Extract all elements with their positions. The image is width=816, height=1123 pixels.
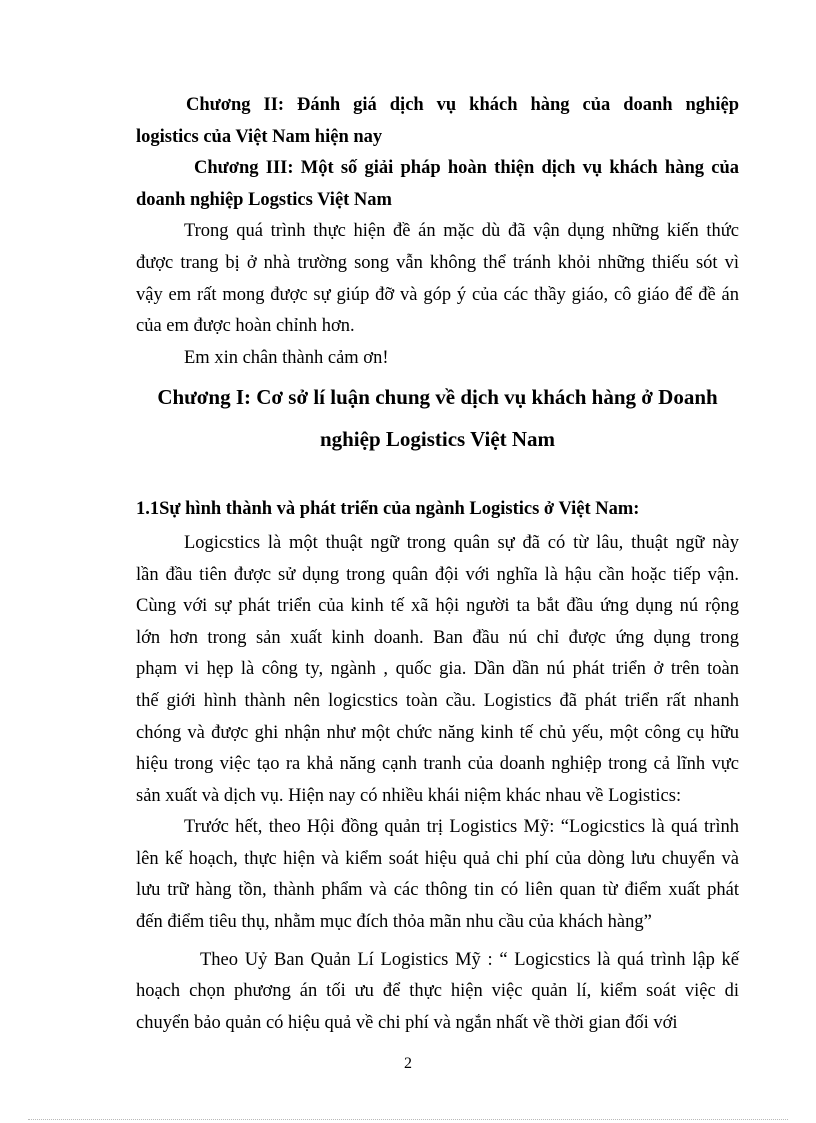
paragraph-line: sản xuất và dịch vụ. Hiện nay có nhiều khái niệm khác nhau về Logistics: bbox=[136, 785, 682, 806]
page-number: 2 bbox=[404, 1055, 412, 1072]
paragraph-line: Trước hết, theo Hội đồng quản trị Logistics Mỹ: “Logicstics là quá trình bbox=[184, 817, 739, 838]
section-heading: 1.1Sự hình thành và phát triển của ngành Logistics ở Việt Nam: bbox=[136, 499, 640, 520]
paragraph-line: thế giới hình thành nên logicstics toàn cầu. Logistics đã phát triển rất nhanh bbox=[136, 690, 739, 711]
chapter2-heading-line1: Chương II: Đánh giá dịch vụ khách hàng của doanh nghiệp bbox=[186, 95, 739, 115]
chapter1-title-line2: nghiệp Logistics Việt Nam bbox=[319, 427, 556, 452]
intro-paragraph-line: Trong quá trình thực hiện đề án mặc dù đã vận dụng những kiến thức bbox=[184, 221, 739, 242]
chapter3-heading-line1: Chương III: Một số giải pháp hoàn thiện dịch vụ khách hàng của bbox=[194, 158, 739, 179]
paragraph-line: Cùng với sự phát triển của kinh tế xã hội người ta bắt đầu ứng dụng nú rộng bbox=[136, 596, 739, 617]
paragraph-line: Logicstics là một thuật ngữ trong quân sự đã có từ lâu, thuật ngữ này bbox=[184, 532, 739, 553]
paragraph-line: lớn hơn trong sản xuất kinh doanh. Ban đầu nú chỉ được ứng dụng trong bbox=[136, 627, 739, 648]
paragraph-line: chóng và được ghi nhận như một chức năng kinh tế chủ yếu, một công cụ hữu bbox=[136, 722, 739, 743]
intro-paragraph-line: vậy em rất mong được sự giúp đỡ và góp ý của các thầy giáo, cô giáo để đề án bbox=[136, 284, 739, 305]
paragraph-line: Theo Uỷ Ban Quản Lí Logistics Mỹ : “ Logicstics là quá trình lập kế bbox=[200, 949, 739, 970]
intro-paragraph-line: được trang bị ở nhà trường song vẫn không thể tránh khỏi những thiếu sót vì bbox=[136, 252, 739, 273]
chapter2-heading-line2: logistics của Việt Nam hiện nay bbox=[136, 126, 383, 147]
intro-paragraph-line: của em được hoàn chỉnh hơn. bbox=[136, 316, 355, 337]
thanks-line: Em xin chân thành cảm ơn! bbox=[184, 347, 389, 368]
paragraph-line: chuyển bảo quản có hiệu quả về chi phí và ngắn nhất về thời gian đối với bbox=[136, 1012, 678, 1033]
paragraph-line: đến điểm tiêu thụ, nhằm mục đích thỏa mãn nhu cầu của khách hàng” bbox=[136, 912, 652, 933]
paragraph-line: hiệu trong việc tạo ra khả năng cạnh tranh của doanh nghiệp trong cả lĩnh vực bbox=[136, 754, 739, 775]
chapter1-title bbox=[136, 380, 739, 456]
chapter3-heading-line2: doanh nghiệp Logstics Việt Nam bbox=[136, 189, 392, 210]
paragraph-line: phạm vi hẹp là công ty, ngành , quốc gia. Dần dần nú phát triển ở trên toàn bbox=[136, 659, 739, 680]
paragraph-line: lên kế hoạch, thực hiện và kiểm soát hiệu quả chi phí của dòng lưu chuyển và bbox=[136, 848, 739, 869]
paragraph-line: lưu trữ hàng tồn, thành phẩm và các thông tin có liên quan từ điểm xuất phát bbox=[136, 880, 739, 901]
page-body bbox=[136, 90, 739, 1039]
page-bottom-divider bbox=[28, 1119, 788, 1120]
paragraph-line: hoạch chọn phương án tối ưu để thực hiện việc quản lí, kiểm soát việc di bbox=[136, 981, 739, 1002]
chapter1-title-line1: Chương I: Cơ sở lí luận chung về dịch vụ khách hàng ở Doanh bbox=[157, 385, 718, 410]
paragraph-line: lần đầu tiên được sử dụng trong quân đội với nghĩa là hậu cần hoặc tiếp vận. bbox=[136, 564, 739, 585]
